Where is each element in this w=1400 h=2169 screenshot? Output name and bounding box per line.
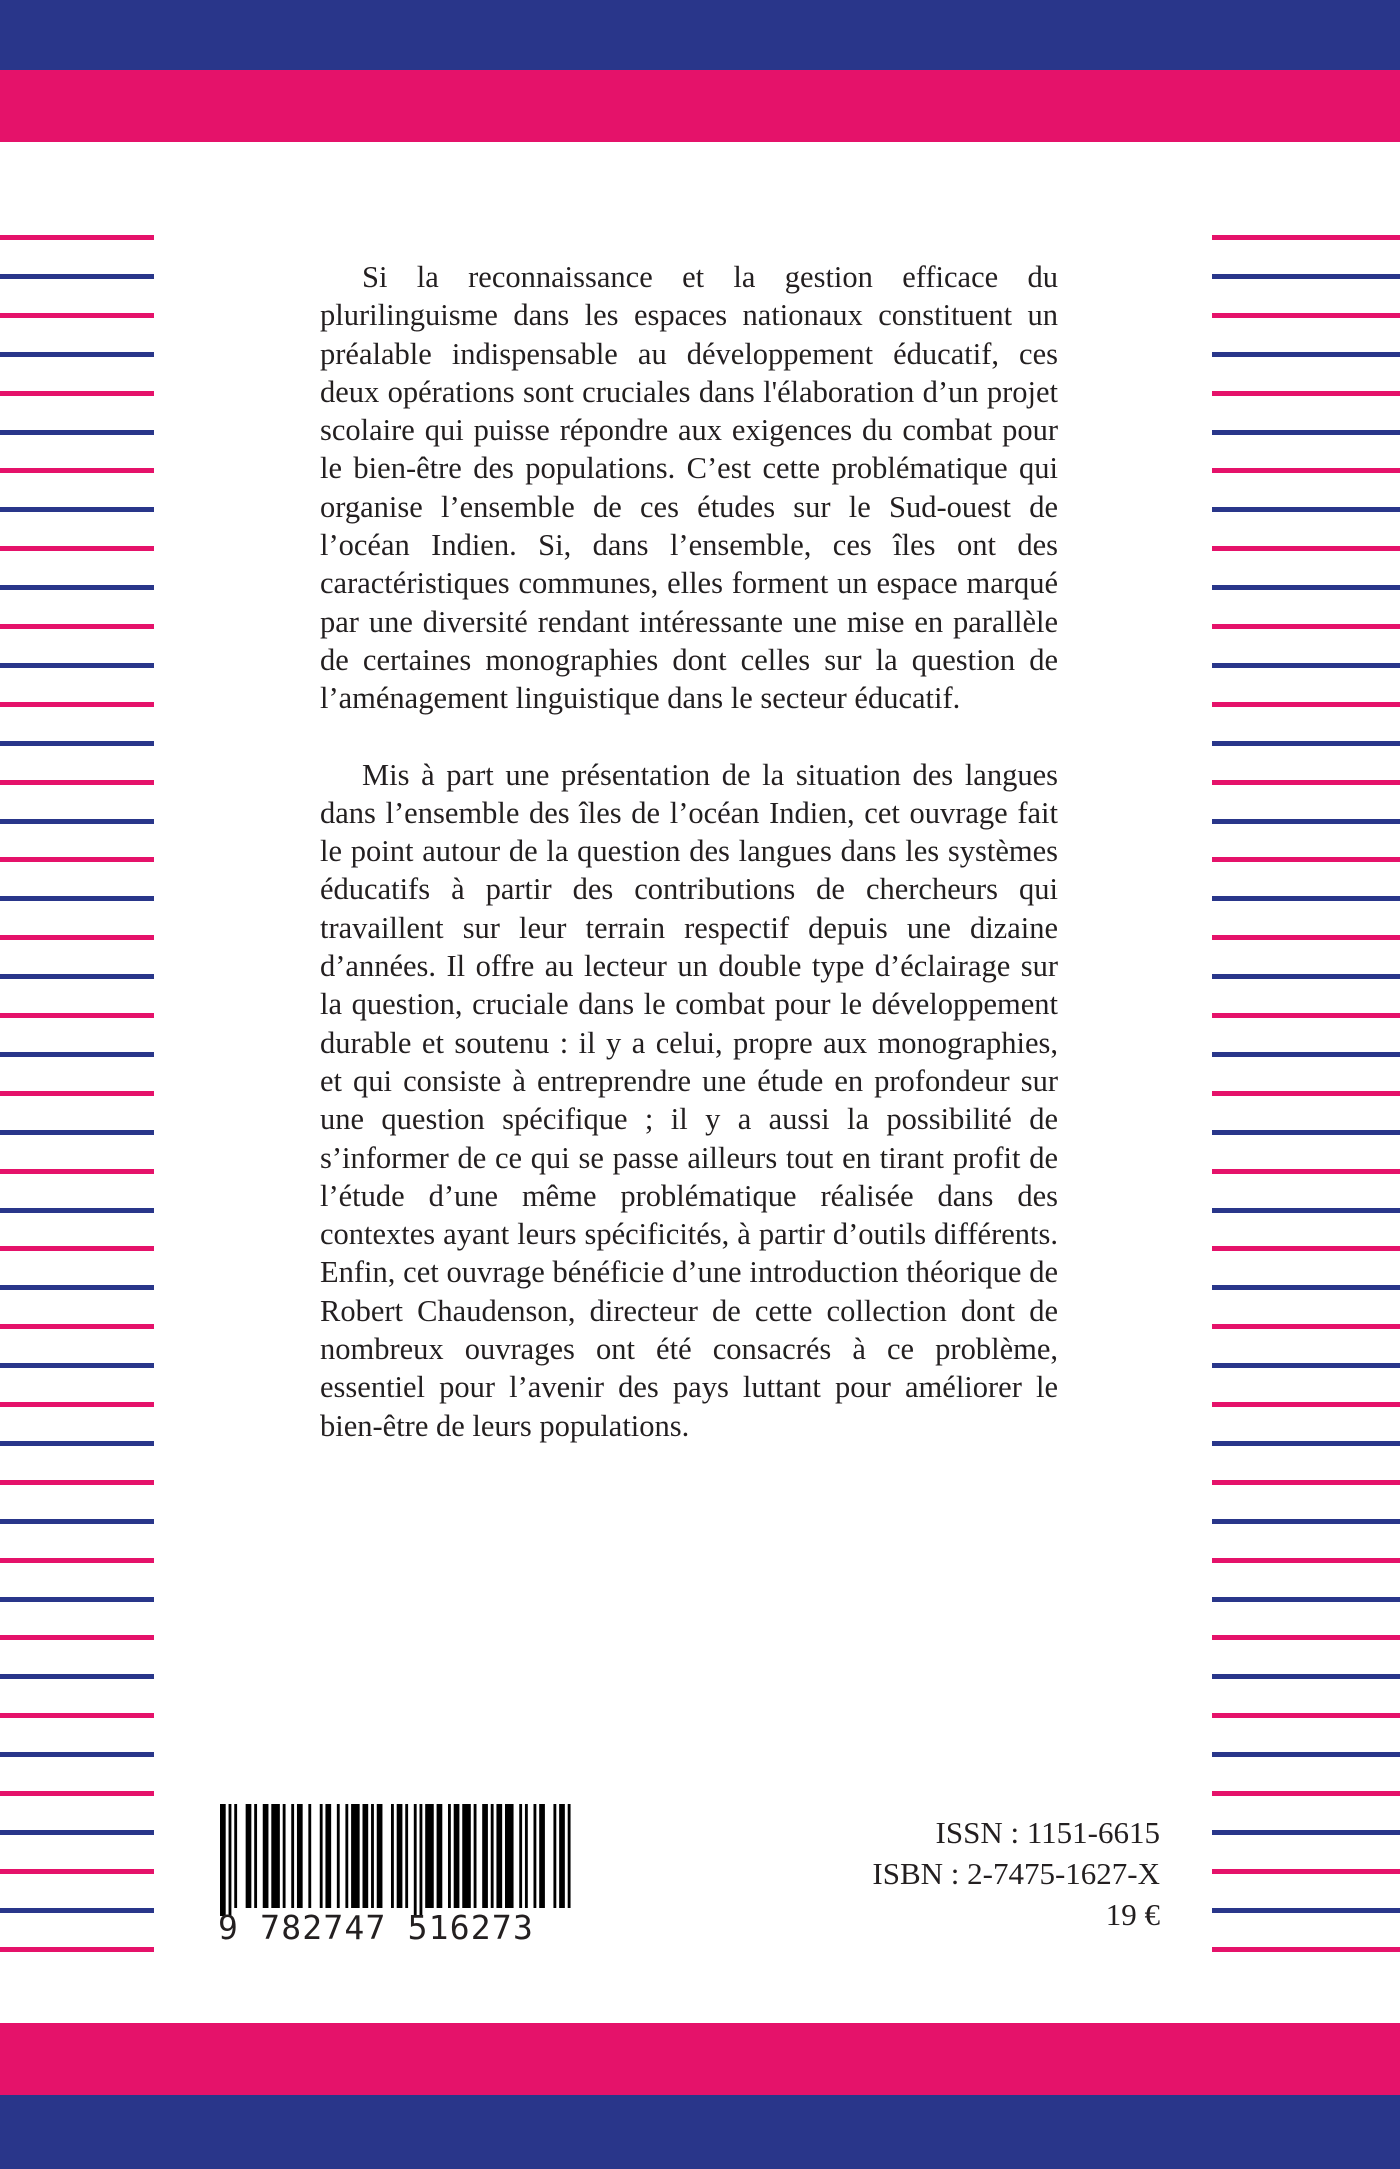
- right-stripe: [1212, 1402, 1400, 1407]
- right-stripe: [1212, 1052, 1400, 1057]
- left-stripe: [0, 430, 154, 435]
- left-stripe: [0, 391, 154, 396]
- right-stripe: [1212, 1441, 1400, 1446]
- barcode-bar: [325, 1804, 331, 1908]
- left-stripe: [0, 1791, 154, 1796]
- barcode-bar: [283, 1804, 286, 1908]
- right-stripe: [1212, 507, 1400, 512]
- right-stripe: [1212, 1558, 1400, 1563]
- left-stripe: [0, 1091, 154, 1096]
- left-stripe: [0, 1558, 154, 1563]
- barcode-bar: [539, 1804, 545, 1908]
- left-stripe: [0, 1947, 154, 1952]
- barcode-bar: [414, 1804, 417, 1916]
- right-stripe: [1212, 1246, 1400, 1251]
- right-stripe: [1212, 1324, 1400, 1329]
- right-stripe: [1212, 1635, 1400, 1640]
- barcode-bar: [482, 1804, 488, 1908]
- right-stripe: [1212, 313, 1400, 318]
- barcode-bar: [263, 1804, 269, 1908]
- left-stripe: [0, 1208, 154, 1213]
- barcode-bar: [437, 1804, 443, 1908]
- barcode-digits: 9 782747 516273: [218, 1908, 535, 1947]
- barcode-bar: [363, 1804, 369, 1908]
- left-stripe: [0, 352, 154, 357]
- right-stripe: [1212, 819, 1400, 824]
- left-stripe: [0, 313, 154, 318]
- barcode-bar: [405, 1804, 408, 1908]
- right-stripe: [1212, 935, 1400, 940]
- right-stripe: [1212, 352, 1400, 357]
- barcode-bar: [246, 1804, 252, 1908]
- right-stripe: [1212, 1830, 1400, 1835]
- right-stripe: [1212, 391, 1400, 396]
- price-text: 19 €: [1105, 1897, 1160, 1932]
- barcode-bar: [371, 1804, 374, 1908]
- barcode-bar: [391, 1804, 394, 1908]
- right-stripe: [1212, 274, 1400, 279]
- bottom-navy-band: [0, 2095, 1400, 2169]
- barcode-bar: [297, 1804, 303, 1908]
- left-stripe: [0, 585, 154, 590]
- right-stripe: [1212, 702, 1400, 707]
- left-stripe: [0, 1013, 154, 1018]
- right-stripe: [1212, 1908, 1400, 1913]
- barcode-bar: [553, 1804, 556, 1908]
- barcode-bars: [218, 1804, 575, 1916]
- left-stripe: [0, 780, 154, 785]
- right-stripe: [1212, 1091, 1400, 1096]
- barcode-bar: [462, 1804, 471, 1908]
- right-stripe: [1212, 974, 1400, 979]
- back-cover-text: [320, 258, 1058, 1445]
- right-stripe: [1212, 1480, 1400, 1485]
- right-stripe: [1212, 1713, 1400, 1718]
- publication-info: [760, 1812, 1160, 1935]
- right-stripe: [1212, 1519, 1400, 1524]
- left-stripe: [0, 1830, 154, 1835]
- barcode-bar: [454, 1804, 460, 1908]
- barcode-bar: [345, 1804, 348, 1908]
- barcode: [218, 1804, 575, 1947]
- left-stripe: [0, 1130, 154, 1135]
- barcode-bar: [568, 1804, 571, 1908]
- right-stripe: [1212, 1169, 1400, 1174]
- left-stripe: [0, 935, 154, 940]
- barcode-bar: [505, 1804, 514, 1908]
- left-stripe: [0, 1752, 154, 1757]
- right-stripe: [1212, 430, 1400, 435]
- left-stripe: [0, 1363, 154, 1368]
- left-stripe: [0, 546, 154, 551]
- left-stripe: [0, 274, 154, 279]
- left-stripe: [0, 1519, 154, 1524]
- barcode-bar: [337, 1804, 340, 1908]
- top-navy-band: [0, 0, 1400, 70]
- right-stripe: [1212, 1791, 1400, 1796]
- right-stripe: [1212, 1674, 1400, 1679]
- issn-text: ISSN : 1151-6615: [935, 1815, 1160, 1850]
- left-stripe: [0, 507, 154, 512]
- bottom-pink-band: [0, 2023, 1400, 2095]
- barcode-bar: [474, 1804, 477, 1908]
- right-stripe: [1212, 663, 1400, 668]
- right-stripe: [1212, 235, 1400, 240]
- barcode-bar: [559, 1804, 565, 1908]
- top-pink-band: [0, 70, 1400, 142]
- left-stripe: [0, 1635, 154, 1640]
- left-stripe: [0, 1908, 154, 1913]
- barcode-bar: [525, 1804, 528, 1908]
- right-stripe: [1212, 1363, 1400, 1368]
- left-stripe: [0, 1480, 154, 1485]
- left-stripe: [0, 1324, 154, 1329]
- barcode-bar: [496, 1804, 502, 1908]
- barcode-bar: [254, 1804, 257, 1908]
- barcode-bar: [491, 1804, 494, 1908]
- right-stripe: [1212, 1869, 1400, 1874]
- right-stripe: [1212, 1752, 1400, 1757]
- barcode-bar: [291, 1804, 294, 1908]
- left-stripe: [0, 702, 154, 707]
- barcode-bar: [320, 1804, 323, 1908]
- left-stripe: [0, 1285, 154, 1290]
- barcode-bar: [220, 1804, 226, 1916]
- left-stripe: [0, 857, 154, 862]
- right-stripe: [1212, 1208, 1400, 1213]
- right-stripe: [1212, 468, 1400, 473]
- left-stripe: [0, 1169, 154, 1174]
- left-stripe: [0, 1246, 154, 1251]
- left-stripe: [0, 1713, 154, 1718]
- barcode-bar: [425, 1804, 434, 1908]
- left-stripe: [0, 1674, 154, 1679]
- barcode-bar: [377, 1804, 383, 1908]
- left-stripe: [0, 1441, 154, 1446]
- right-stripe: [1212, 1013, 1400, 1018]
- left-stripe: [0, 1597, 154, 1602]
- left-stripe: [0, 235, 154, 240]
- right-stripe: [1212, 857, 1400, 862]
- right-stripe: [1212, 1947, 1400, 1952]
- left-stripe: [0, 1052, 154, 1057]
- barcode-bar: [420, 1804, 423, 1916]
- barcode-bar: [229, 1804, 232, 1916]
- left-stripe: [0, 468, 154, 473]
- barcode-bar: [448, 1804, 451, 1908]
- right-stripe: [1212, 780, 1400, 785]
- barcode-bar: [534, 1804, 537, 1908]
- barcode-bar: [234, 1804, 237, 1908]
- right-stripe: [1212, 741, 1400, 746]
- barcode-bar: [351, 1804, 360, 1908]
- barcode-bar: [519, 1804, 522, 1908]
- right-stripe: [1212, 896, 1400, 901]
- left-stripe: [0, 896, 154, 901]
- right-stripe: [1212, 624, 1400, 629]
- isbn-text: ISBN : 2-7475-1627-X: [872, 1856, 1160, 1891]
- right-stripe: [1212, 585, 1400, 590]
- paragraph-2: Mis à part une présentation de la situation des langues dans l’ensemble des îles de l’océan Indien, cet ouvrage fait le point autour de la question des langues dans les systèmes éducatifs à partir des contributions de chercheurs qui travaillent sur leur terrain respectif depuis une dizaine d’années. Il offre au lecteur un double type d’éclairage sur la question, cruciale dans le combat pour le développement durable et soutenu : il y a celui, propre aux monographies, et qui consiste à entreprendre une étude en profondeur sur une question spécifique ; il y a aussi la possibilité de s’informer de ce qui se passe ailleurs tout en tirant profit de l’étude d’une même problématique réalisée dans des contextes ayant leurs spécificités, à partir d’outils différents. Enfin, cet ouvrage bénéficie d’une introduction théorique de Robert Chaudenson, directeur de cette collection dont de nombreux ouvrages ont été consacrés à ce problème, essentiel pour l’avenir des pays luttant pour améliorer le bien-être de leurs populations.: [320, 757, 1058, 1443]
- right-stripe: [1212, 1130, 1400, 1135]
- left-stripe: [0, 819, 154, 824]
- left-stripe: [0, 974, 154, 979]
- left-stripe: [0, 1869, 154, 1874]
- barcode-bar: [397, 1804, 403, 1908]
- barcode-bar: [271, 1804, 280, 1908]
- right-stripe: [1212, 1285, 1400, 1290]
- right-stripe: [1212, 1597, 1400, 1602]
- left-stripe: [0, 624, 154, 629]
- left-stripe: [0, 1402, 154, 1407]
- left-stripe: [0, 663, 154, 668]
- paragraph-1: Si la reconnaissance et la gestion efficace du plurilinguisme dans les espaces nationaux constituent un préalable indispensable au développement éducatif, ces deux opérations sont cruciales dans l'élaboration d’un projet scolaire qui puisse répondre aux exigences du combat pour le bien-être des populations. C’est cette problématique qui organise l’ensemble de ces études sur le Sud-ouest de l’océan Indien. Si, dans l’ensemble, ces îles ont des caractéristiques communes, elles forment un espace marqué par une diversité rendant intéressante une mise en parallèle de certaines monographies dont celles sur la question de l’aménagement linguistique dans le secteur éducatif.: [320, 260, 1058, 716]
- barcode-bar: [308, 1804, 311, 1908]
- right-stripe: [1212, 546, 1400, 551]
- left-stripe: [0, 741, 154, 746]
